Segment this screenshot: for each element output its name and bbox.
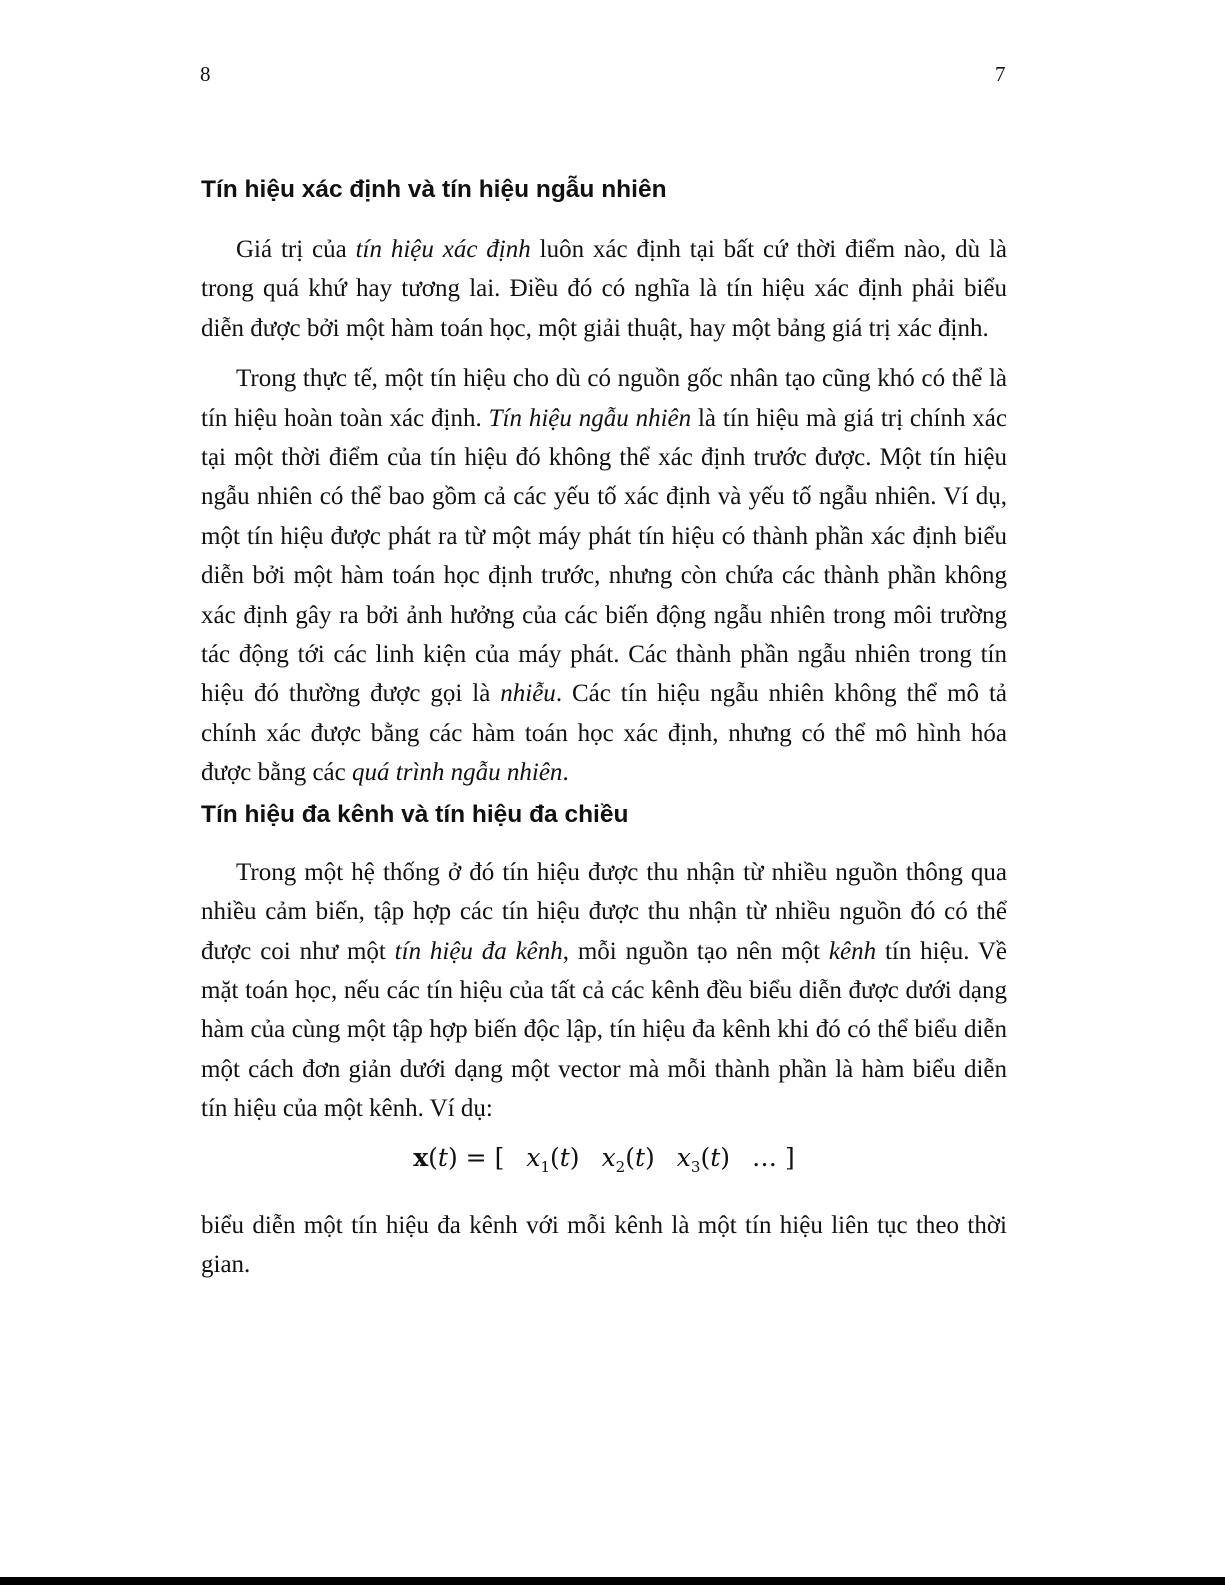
page-bottom-border [0, 1577, 1225, 1585]
term-channel: kênh [828, 937, 877, 965]
multichannel-vector-equation: x(t) = [ $x_1(t)$ $x_2(t)$ $x_3(t)$ … ] [413, 1142, 795, 1176]
term-deterministic-signal: tín hiệu xác định [355, 236, 531, 263]
paragraph-multichannel-signal: Trong một hệ thống ở đó tín hiệu được thu nhận từ nhiều nguồn thông qua nhiều cảm biến, tập hợp các tín hiệu được thu nhận từ nhiều nguồn đó có thể được coi như một tín hiệu đa kênh, mỗi nguồn tạo nên một kênh tín hiệu. Về mặt toán học, nếu các tín hiệu của tất cả các kênh đều biểu diễn được dưới dạng hàm của cùng một tập hợp biến độc lập, tín hiệu đa kênh khi đó có thể biểu diễn một cách đơn giản dưới dạng một vector mà mỗi thành phần là hàm biểu diễn tín hiệu của một kênh. Ví dụ: [201, 858, 1007, 1123]
section-heading-deterministic-random: Tín hiệu xác định và tín hiệu ngẫu nhiên [201, 176, 667, 203]
paragraph-multichannel-description: biểu diễn một tín hiệu đa kênh với mỗi kênh là một tín hiệu liên tục theo thời gian. [201, 1211, 1007, 1278]
right-page-number: 7 [995, 62, 1006, 86]
paragraph-random-signal: Trong thực tế, một tín hiệu cho dù có nguồn gốc nhân tạo cũng khó có thể là tín hiệu hoàn toàn xác định. Tín hiệu ngẫu nhiên là tín hiệu mà giá trị chính xác tại một thời điểm của tín hiệu đó không thể xác định trước được. Một tín hiệu ngẫu nhiên có thể bao gồm cả các yếu tố xác định và yếu tố ngẫu nhiên. Ví dụ, một tín hiệu được phát ra từ một máy phát tín hiệu có thành phần xác định biểu diễn bởi một hàm toán học định trước, nhưng còn chứa các thành phần không xác định gây ra bởi ảnh hưởng của các biến động ngẫu nhiên trong môi trường tác động tới các linh kiện của máy phát. Các thành phần ngẫu nhiên trong tín hiệu đó thường được gọi là nhiễu. Các tín hiệu ngẫu nhiên không thể mô tả chính xác được bằng các hàm toán học xác định, nhưng có thể mô hình hóa được bằng các quá trình ngẫu nhiên. [201, 365, 1007, 787]
left-page-number: 8 [200, 62, 211, 86]
paragraph-deterministic-signal: Giá trị của tín hiệu xác định luôn xác định tại bất cứ thời điểm nào, dù là trong quá khứ hay tương lai. Điều đó có nghĩa là tín hiệu xác định phải biểu diễn được bởi một hàm toán học, một giải thuật, hay một bảng giá trị xác định. [201, 236, 1007, 342]
term-noise: nhiễu [500, 680, 556, 708]
page-content [201, 168, 1007, 1284]
term-multichannel-signal: tín hiệu đa kênh [394, 937, 563, 965]
term-random-process: quá trình ngẫu nhiên [352, 759, 563, 787]
section-heading-multichannel: Tín hiệu đa kênh và tín hiệu đa chiều [201, 800, 629, 828]
term-random-signal: Tín hiệu ngẫu nhiên [488, 404, 692, 432]
